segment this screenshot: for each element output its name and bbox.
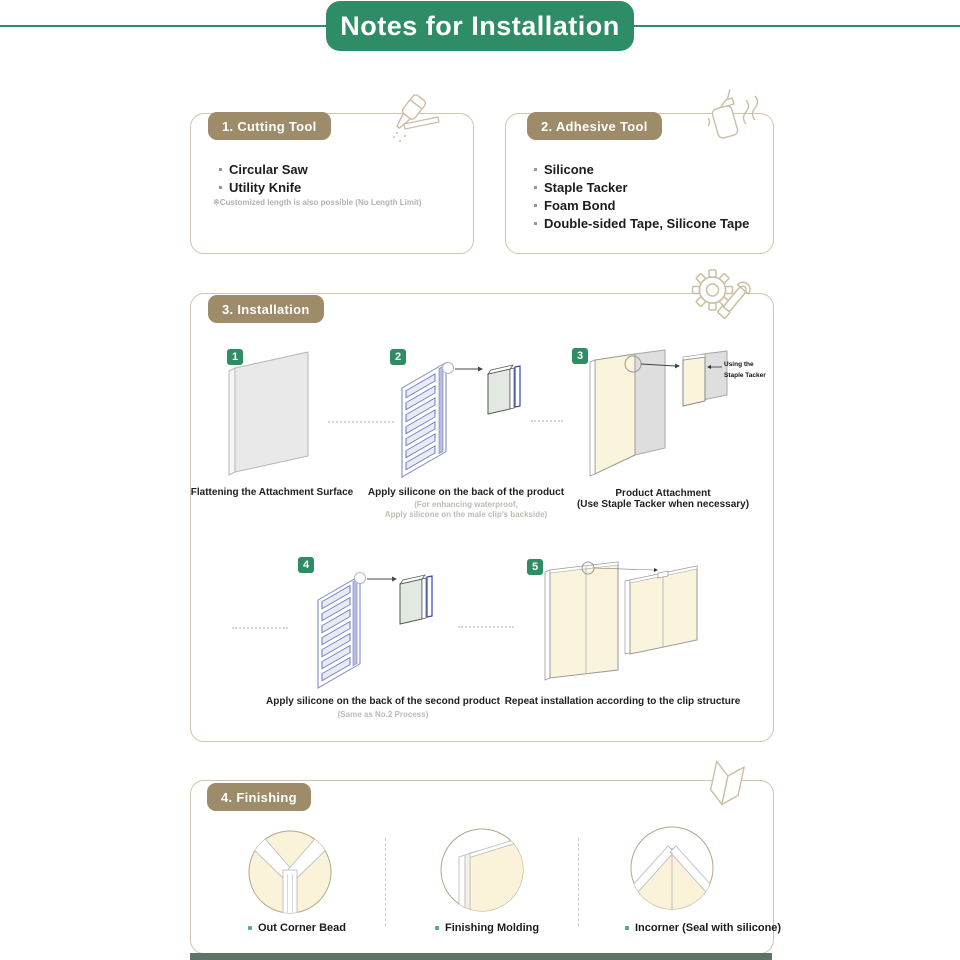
list-item-label: Staple Tacker — [544, 179, 628, 195]
section-installation-title: 3. Installation — [222, 301, 310, 317]
step-number: 5 — [531, 561, 539, 573]
finishing-item — [435, 922, 539, 934]
step3-caption-2: (Use Staple Tacker when necessary) — [576, 499, 750, 510]
step-separator — [531, 420, 563, 422]
step5-caption: Repeat installation according to the clip structure — [504, 696, 741, 707]
finishing-separator — [578, 838, 579, 926]
list-item-label: Foam Bond — [544, 197, 616, 213]
step-separator — [232, 627, 288, 629]
step-badge-2 — [390, 349, 406, 365]
section-cutting-tool-title: 1. Cutting Tool — [222, 118, 317, 134]
step-badge-1 — [227, 349, 243, 365]
section-adhesive-tool-title: 2. Adhesive Tool — [541, 118, 648, 134]
step4-caption: Apply silicone on the back of the second product — [266, 696, 500, 707]
finishing-item-label: Finishing Molding — [445, 922, 540, 934]
step-separator — [328, 421, 394, 423]
corner-bead-icon — [700, 760, 754, 810]
finishing-item-label: Out Corner Bead — [258, 922, 347, 934]
step-number: 2 — [394, 351, 402, 363]
list-item-label: Utility Knife — [229, 179, 302, 195]
step2-subcaption-2: Apply silicone on the male clip's backside) — [384, 510, 548, 519]
bullet-dot — [435, 926, 439, 930]
annotation-line1: Using the — [724, 361, 754, 368]
finishing-item-label: Incorner (Seal with silicone) — [635, 922, 782, 934]
step-separator — [458, 626, 514, 628]
step-badge-5 — [527, 559, 543, 575]
bullet-dot — [219, 168, 222, 171]
section-finishing-title: 4. Finishing — [221, 789, 297, 805]
bullet-dot — [248, 926, 252, 930]
bullet-dot — [534, 204, 537, 207]
section-adhesive-tool-header — [527, 112, 662, 140]
finishing-molding-figure — [438, 826, 526, 914]
finishing-separator — [385, 838, 386, 926]
adhesive-tool-list — [534, 160, 749, 232]
bullet-dot — [625, 926, 629, 930]
annotation-line2: Staple Tacker — [724, 372, 766, 380]
list-item-label: Double-sided Tape, Silicone Tape — [544, 215, 750, 231]
finishing-item — [248, 922, 346, 934]
section-cutting-tool-header — [208, 112, 331, 140]
step-badge-4 — [298, 557, 314, 573]
step4-subcaption: (Same as No.2 Process) — [337, 710, 429, 719]
step3-caption: Product Attachment — [615, 488, 711, 499]
step-number: 1 — [231, 351, 239, 363]
gear-wrench-icon — [686, 260, 758, 330]
cutting-tool-list — [219, 160, 308, 196]
page-title-text: Notes for Installation — [340, 10, 620, 41]
list-item — [534, 196, 749, 214]
step1-flat-panel-illustration — [215, 345, 330, 480]
list-item — [219, 178, 308, 196]
step1-caption: Flattening the Attachment Surface — [190, 487, 354, 498]
step5-repeat-installation-illustration — [528, 558, 743, 703]
list-item-label: Silicone — [544, 161, 594, 177]
section-installation-header — [208, 295, 324, 323]
bullet-dot — [534, 186, 537, 189]
list-item-label: Circular Saw — [229, 161, 308, 177]
step2-caption: Apply silicone on the back of the product — [367, 487, 565, 498]
bullet-dot — [534, 168, 537, 171]
step2-subcaption-1: (For enhancing waterproof, — [414, 500, 518, 509]
utility-knife-icon — [376, 92, 442, 150]
step-number: 4 — [302, 559, 310, 571]
step2-silicone-back-illustration — [388, 348, 538, 488]
step-badge-3 — [572, 348, 588, 364]
page-title — [326, 1, 634, 51]
out-corner-bead-figure — [246, 828, 334, 916]
bullet-dot — [219, 186, 222, 189]
cutting-tool-note: ※Customized length is also possible (No Length Limit) — [213, 198, 422, 207]
finishing-item — [625, 922, 781, 934]
list-item — [534, 178, 749, 196]
incorner-figure — [628, 824, 716, 912]
step4-silicone-second-illustration — [292, 556, 457, 701]
list-item — [219, 160, 308, 178]
bullet-dot — [534, 222, 537, 225]
list-item — [534, 160, 749, 178]
step-number: 3 — [576, 350, 584, 362]
silicone-gun-icon — [696, 86, 764, 148]
next-section-banner-edge — [190, 953, 772, 960]
step3-annotation — [724, 359, 774, 381]
list-item — [534, 214, 749, 232]
section-finishing-header — [207, 783, 311, 811]
